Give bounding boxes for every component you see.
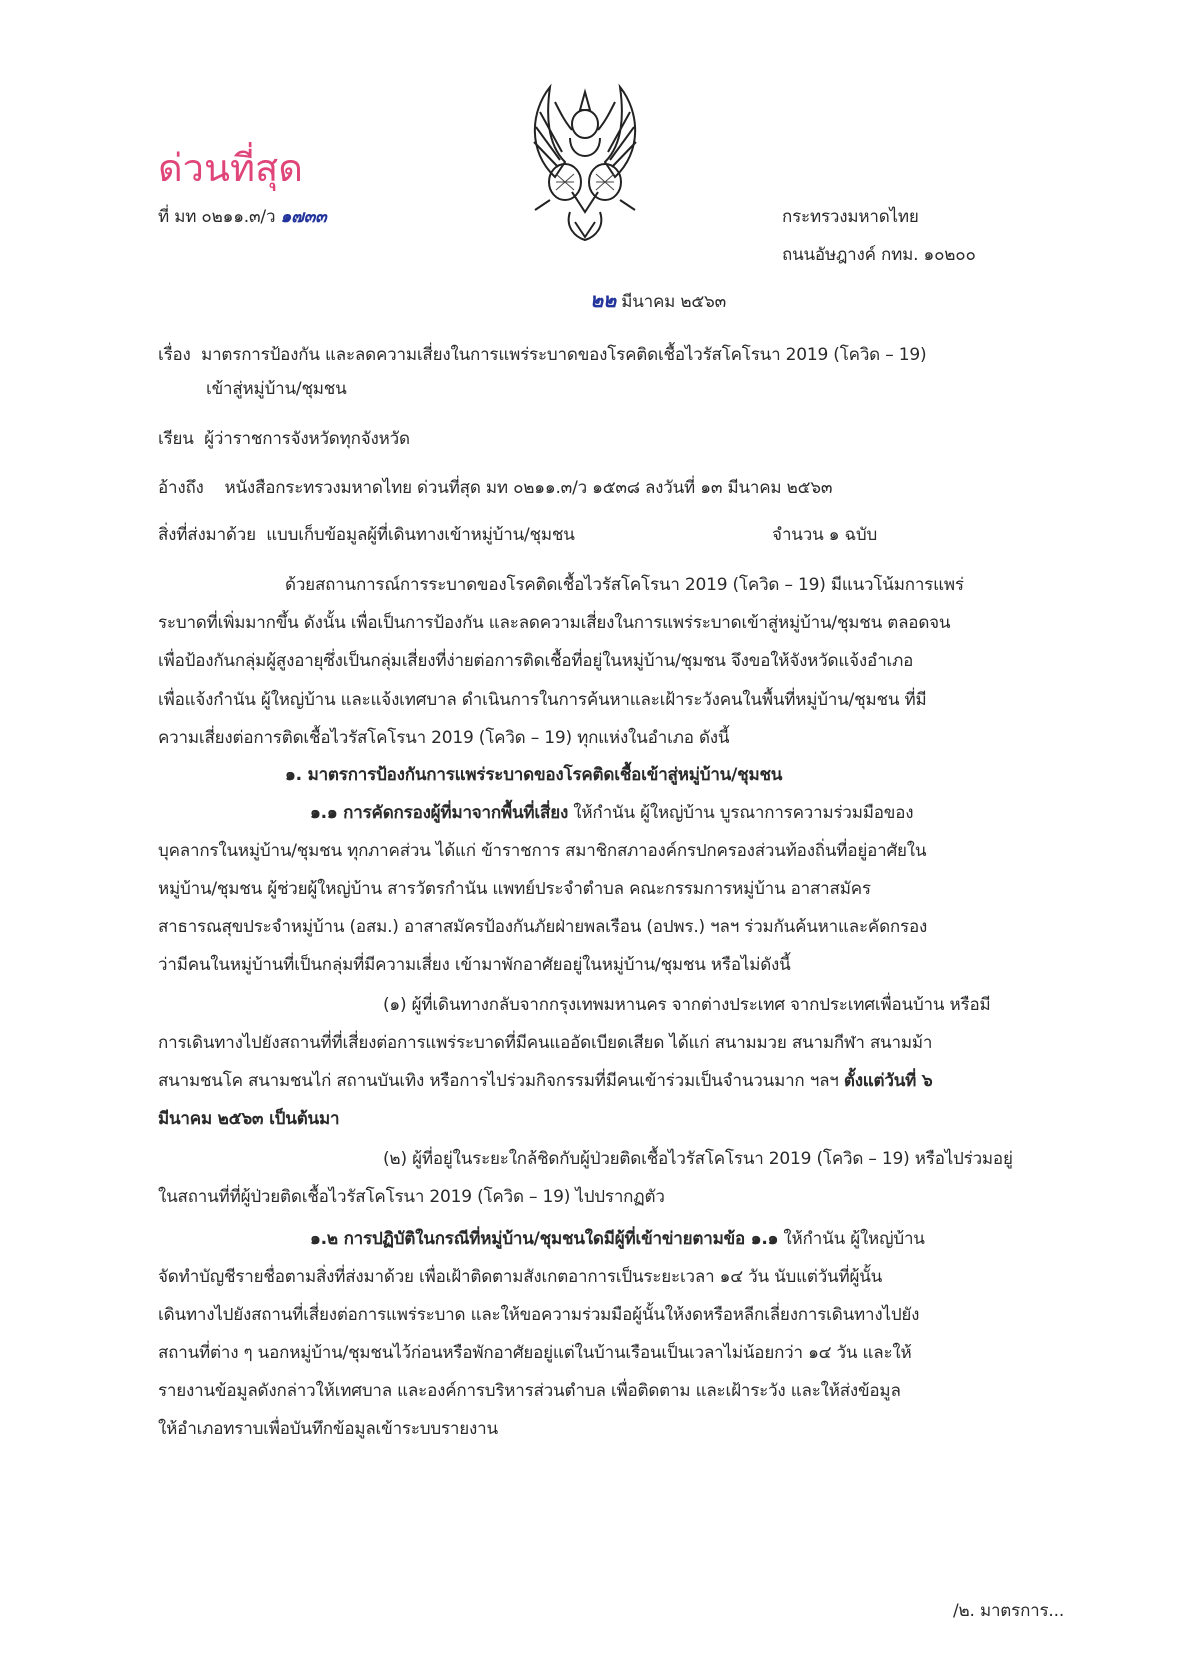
- item-1-line-4: มีนาคม ๒๕๖๓ เป็นต้นมา: [158, 1109, 340, 1129]
- item-1-line-3-text: สนามชนโค สนามชนไก่ สถานบันเทิง หรือการไปร่วมกิจกรรมที่มีคนเข้าร่วมเป็นจำนวนมาก ฯลฯ: [158, 1071, 839, 1091]
- garuda-emblem: [510, 82, 660, 242]
- enclosure-row: [158, 524, 575, 546]
- item-1-line-1: (๑) ผู้ที่เดินทางกลับจากกรุงเทพมหานคร จากต่างประเทศ จากประเทศเพื่อนบ้าน หรือมี: [383, 995, 991, 1015]
- section-1-1-line-3: หมู่บ้าน/ชุมชน ผู้ช่วยผู้ใหญ่บ้าน สารวัตรกำนัน แพทย์ประจำตำบล คณะกรรมการหมู่บ้าน อาสาสมัคร: [158, 879, 871, 899]
- section-1-heading: ๑. มาตรการป้องกันการแพร่ระบาดของโรคติดเชื้อเข้าสู่หมู่บ้าน/ชุมชน: [285, 765, 783, 785]
- section-1-1-text: ให้กำนัน ผู้ใหญ่บ้าน บูรณาการความร่วมมือของ: [573, 803, 914, 823]
- reference-value: หนังสือกระทรวงมหาดไทย ด่วนที่สุด มท ๐๒๑๑.๓/ว ๑๕๓๘ ลงวันที่ ๑๓ มีนาคม ๒๕๖๓: [224, 478, 833, 498]
- item-2-line-2: ในสถานที่ที่ผู้ป่วยติดเชื้อไวรัสโคโรนา 2019 (โควิด – 19) ไปปรากฏตัว: [158, 1187, 665, 1207]
- item-2-line-1: (๒) ผู้ที่อยู่ในระยะใกล้ชิดกับผู้ป่วยติดเชื้อไวรัสโคโรนา 2019 (โควิด – 19) หรือไปร่วมอยู่: [383, 1149, 1013, 1169]
- subject-label: เรื่อง: [158, 345, 191, 365]
- addressee-value: ผู้ว่าราชการจังหวัดทุกจังหวัด: [204, 429, 410, 449]
- date-month-year: มีนาคม ๒๕๖๓: [621, 292, 727, 312]
- reference-row: [158, 477, 832, 499]
- section-1-1-line-1: [310, 802, 913, 824]
- enclosure-count: จำนวน ๑ ฉบับ: [772, 525, 878, 545]
- section-1-2-line-1: [310, 1228, 925, 1250]
- section-1-1-line-2: บุคลากรในหมู่บ้าน/ชุมชน ทุกภาคส่วน ได้แก่ ข้าราชการ สมาชิกสภาองค์กรปกครองส่วนท้องถิ่นที่อยู่อาศัยใน: [158, 841, 927, 861]
- section-1-1-heading: ๑.๑ การคัดกรองผู้ที่มาจากพื้นที่เสี่ยง: [310, 803, 569, 823]
- intro-line-4: เพื่อแจ้งกำนัน ผู้ใหญ่บ้าน และแจ้งเทศบาล ดำเนินการในการค้นหาและเฝ้าระวังคนในพื้นที่หมู่บ้าน/ชุมชน ที่มี: [158, 690, 927, 710]
- reference-label: อ้างถึง: [158, 478, 204, 498]
- section-1-2-line-6: ให้อำเภอทราบเพื่อบันทึกข้อมูลเข้าระบบรายงาน: [158, 1419, 498, 1439]
- addressee-row: [158, 428, 410, 450]
- item-1-date-start: ตั้งแต่วันที่ ๖: [843, 1071, 933, 1091]
- intro-line-1: ด้วยสถานการณ์การระบาดของโรคติดเชื้อไวรัสโคโรนา 2019 (โควิด – 19) มีแนวโน้มการแพร่: [285, 575, 964, 595]
- enclosure-value: แบบเก็บข้อมูลผู้ที่เดินทางเข้าหมู่บ้าน/ชุมชน: [266, 525, 575, 545]
- subject-line-1: มาตรการป้องกัน และลดความเสี่ยงในการแพร่ระบาดของโรคติดเชื้อไวรัสโคโรนา 2019 (โควิด – 19): [201, 345, 927, 365]
- reference-number-handwritten: ๑๗๓๓: [280, 207, 327, 227]
- section-1-2-line-3: เดินทางไปยังสถานที่เสี่ยงต่อการแพร่ระบาด และให้ขอความร่วมมือผู้นั้นให้งดหรือหลีกเลี่ยงการเดินทางไปยัง: [158, 1305, 920, 1325]
- reference-prefix: ที่ มท ๐๒๑๑.๓/ว: [158, 207, 276, 227]
- addressee-label: เรียน: [158, 429, 194, 449]
- garuda-icon: [510, 82, 660, 242]
- intro-line-2: ระบาดที่เพิ่มมากขึ้น ดังนั้น เพื่อเป็นการป้องกัน และลดความเสี่ยงในการแพร่ระบาดเข้าสู่หมู่บ้าน/ชุมชน ตลอดจน: [158, 613, 951, 633]
- item-1-line-3: [158, 1070, 932, 1092]
- intro-line-3: เพื่อป้องกันกลุ่มผู้สูงอายุซึ่งเป็นกลุ่มเสี่ยงที่ง่ายต่อการติดเชื้อที่อยู่ในหมู่บ้าน/ชุมชน จึงขอให้จังหวัดแจ้งอำเภอ: [158, 651, 914, 671]
- section-1-1-line-4: สาธารณสุขประจำหมู่บ้าน (อสม.) อาสาสมัครป้องกันภัยฝ่ายพลเรือน (อปพร.) ฯลฯ ร่วมกันค้นหาและคัดกรอง: [158, 917, 928, 937]
- ministry-address: ถนนอัษฎางค์ กทม. ๑๐๒๐๐: [782, 245, 976, 265]
- reference-number: [158, 206, 327, 228]
- section-1-2-line-5: รายงานข้อมูลดังกล่าวให้เทศบาล และองค์การบริหารส่วนตำบล เพื่อติดตาม และเฝ้าระวัง และให้ส่งข้อมูล: [158, 1381, 901, 1401]
- ministry-name: กระทรวงมหาดไทย: [782, 207, 919, 227]
- document-date: [590, 289, 726, 313]
- section-1-2-line-4: สถานที่ต่าง ๆ นอกหมู่บ้าน/ชุมชนไว้ก่อนหรือพักอาศัยอยู่แต่ในบ้านเรือนเป็นเวลาไม่น้อยกว่า ๑๔ วัน และให้: [158, 1343, 912, 1363]
- item-1-line-2: การเดินทางไปยังสถานที่ที่เสี่ยงต่อการแพร่ระบาดที่มีคนแออัดเบียดเสียด ได้แก่ สนามมวย สนามกีฬา สนามม้า: [158, 1033, 933, 1053]
- section-1-2-heading: ๑.๒ การปฏิบัติในกรณีที่หมู่บ้าน/ชุมชนใดมีผู้ที่เข้าข่ายตามข้อ ๑.๑: [310, 1229, 779, 1249]
- section-1-2-line-2: จัดทำบัญชีรายชื่อตามสิ่งที่ส่งมาด้วย เพื่อเฝ้าติดตามสังเกตอาการเป็นระยะเวลา ๑๔ วัน นับแต่วันที่ผู้นั้น: [158, 1267, 883, 1287]
- enclosure-label: สิ่งที่ส่งมาด้วย: [158, 525, 256, 545]
- section-1-2-text: ให้กำนัน ผู้ใหญ่บ้าน: [783, 1229, 925, 1249]
- section-1-1-line-5: ว่ามีคนในหมู่บ้านที่เป็นกลุ่มที่มีความเสี่ยง เข้ามาพักอาศัยอยู่ในหมู่บ้าน/ชุมชน หรือไม่ดังนี้: [158, 955, 791, 975]
- subject-row: [158, 344, 926, 366]
- date-day-handwritten: ๒๒: [590, 288, 616, 312]
- urgency-stamp: ด่วนที่สุด: [158, 146, 303, 190]
- intro-line-5: ความเสี่ยงต่อการติดเชื้อไวรัสโคโรนา 2019 (โควิด – 19) ทุกแห่งในอำเภอ ดังนี้: [158, 728, 730, 748]
- subject-line-2: เข้าสู่หมู่บ้าน/ชุมชน: [206, 379, 347, 399]
- page-continuation: /๒. มาตรการ...: [953, 1601, 1065, 1621]
